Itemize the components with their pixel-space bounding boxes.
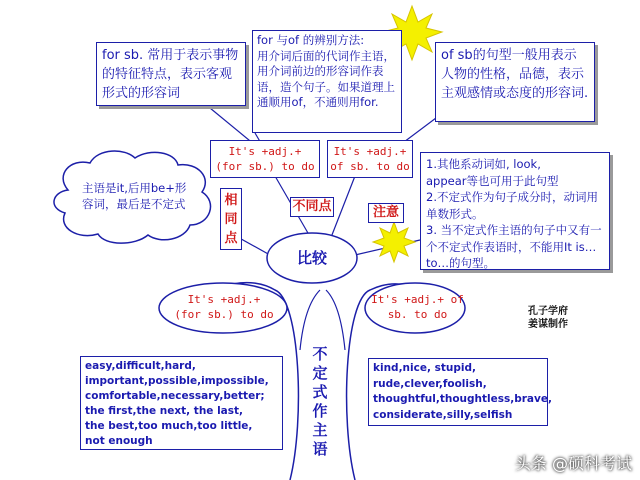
trunk-label: 不 定 式 作 主 语 [312, 345, 328, 458]
label-note: 注意 [368, 203, 404, 223]
watermark: 头条 @硕科考试 [514, 454, 632, 473]
list-right: kind,nice, stupid, rude,clever,foolish, thoughtful,thoughtless,brave, considerate,silly,selfish [368, 358, 548, 426]
label-same: 相 同 点 [220, 188, 242, 250]
trunk-inner-right [326, 290, 345, 350]
trunk-inner-left [300, 290, 320, 350]
note-top-left: for sb. 常用于表示事物的特征特点，表示客观形式的形容词 [96, 42, 246, 106]
left-ellipse-text: It's +adj.+ (for sb.) to do [174, 293, 274, 321]
cloud-text: 主语是it,后用be+形容词，最后是不定式 [82, 181, 187, 211]
signature: 孔子学府 姜谋制作 [528, 306, 568, 330]
note-right: 1.其他系动词如, look, appear等也可用于此句型 2.不定式作为句子成分时，动词用单数形式。 3. 当不定式作主语的句子中又有一个不定式作表语时，不能用It is… to…的句型。 [420, 152, 610, 270]
label-diff: 不同点 [290, 197, 334, 217]
center-ellipse-text: 比较 [296, 249, 327, 267]
note-top-right: of sb的句型一般用表示人物的性格，品德，表示主观感情或态度的形容词. [435, 42, 595, 122]
note-top-center: for 与of 的辨别方法: 用介词后面的代词作主语，用介词前边的形容词作表语，造个句子。如果道理上通顺用of，不通则用for. [252, 30, 402, 133]
list-left: easy,difficult,hard, important,possible,impossible, comfortable,necessary,better; the first,the next, the last, the best,too much,too little, not enough [80, 356, 283, 450]
star-icon-note [373, 222, 415, 262]
formula-of: It's +adj.+ of sb. to do [327, 140, 413, 178]
right-ellipse-text: It's +adj.+ of sb. to do [371, 293, 464, 321]
formula-for: It's +adj.+ (for sb.) to do [210, 140, 320, 178]
